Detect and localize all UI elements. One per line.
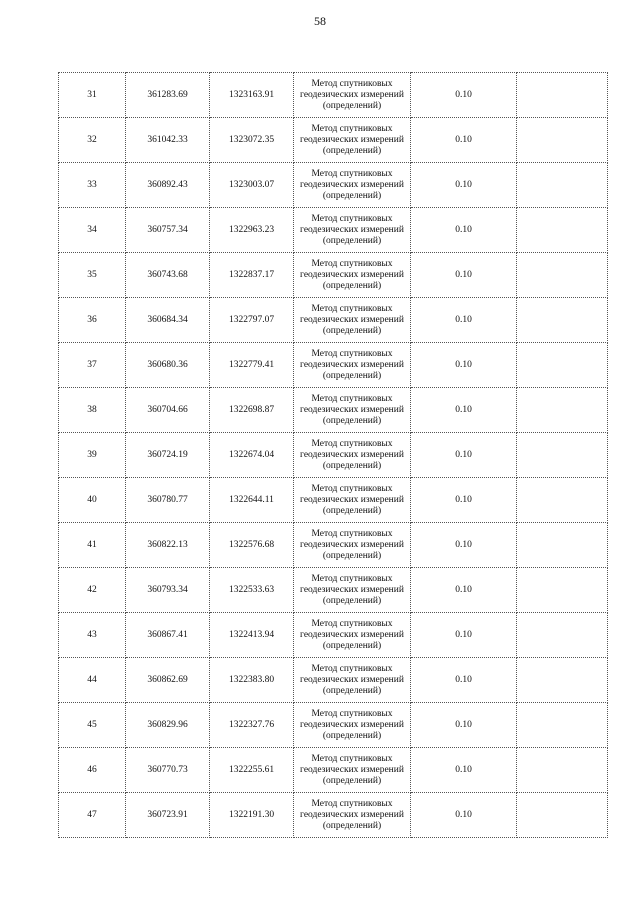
table-row — [59, 613, 608, 658]
method-line: геодезических измерений — [300, 629, 404, 640]
accuracy-cell: 0.10 — [411, 613, 517, 658]
point-number-cell: 40 — [59, 478, 126, 523]
method-cell — [294, 343, 411, 388]
point-number-cell: 41 — [59, 523, 126, 568]
y-coordinate-cell: 1322576.68 — [210, 523, 294, 568]
x-coordinate-cell: 360780.77 — [126, 478, 210, 523]
table-row — [59, 253, 608, 298]
method-line: геодезических измерений — [300, 449, 404, 460]
method-line: Метод спутниковых — [311, 618, 393, 629]
note-cell — [517, 388, 608, 433]
method-line: Метод спутниковых — [311, 213, 393, 224]
y-coordinate-cell: 1322191.30 — [210, 793, 294, 838]
note-cell — [517, 163, 608, 208]
method-line: Метод спутниковых — [311, 393, 393, 404]
point-number-cell: 45 — [59, 703, 126, 748]
note-cell — [517, 658, 608, 703]
method-line: Метод спутниковых — [311, 483, 393, 494]
method-cell — [294, 748, 411, 793]
point-number-cell: 34 — [59, 208, 126, 253]
accuracy-cell: 0.10 — [411, 748, 517, 793]
point-number-cell: 32 — [59, 118, 126, 163]
y-coordinate-cell: 1322963.23 — [210, 208, 294, 253]
method-line: (определений) — [322, 415, 382, 426]
table-row — [59, 748, 608, 793]
x-coordinate-cell: 360862.69 — [126, 658, 210, 703]
method-line: (определений) — [322, 820, 382, 831]
method-line: геодезических измерений — [300, 314, 404, 325]
method-line: Метод спутниковых — [311, 438, 393, 449]
method-line: (определений) — [322, 505, 382, 516]
note-cell — [517, 433, 608, 478]
method-line: (определений) — [322, 100, 382, 111]
accuracy-cell: 0.10 — [411, 658, 517, 703]
x-coordinate-cell: 360892.43 — [126, 163, 210, 208]
method-line: Метод спутниковых — [311, 78, 393, 89]
table-row — [59, 568, 608, 613]
accuracy-cell: 0.10 — [411, 163, 517, 208]
method-line: (определений) — [322, 730, 382, 741]
note-cell — [517, 523, 608, 568]
table-row — [59, 118, 608, 163]
method-line: геодезических измерений — [300, 809, 404, 820]
table-row — [59, 793, 608, 838]
accuracy-cell: 0.10 — [411, 73, 517, 118]
table-row — [59, 163, 608, 208]
method-line: (определений) — [322, 550, 382, 561]
table-row — [59, 73, 608, 118]
note-cell — [517, 118, 608, 163]
method-line: Метод спутниковых — [311, 348, 393, 359]
accuracy-cell: 0.10 — [411, 118, 517, 163]
note-cell — [517, 793, 608, 838]
table-row — [59, 208, 608, 253]
note-cell — [517, 703, 608, 748]
method-cell — [294, 298, 411, 343]
y-coordinate-cell: 1322698.87 — [210, 388, 294, 433]
method-line: геодезических измерений — [300, 404, 404, 415]
y-coordinate-cell: 1322837.17 — [210, 253, 294, 298]
x-coordinate-cell: 360704.66 — [126, 388, 210, 433]
point-number-cell: 36 — [59, 298, 126, 343]
note-cell — [517, 208, 608, 253]
method-line: геодезических измерений — [300, 539, 404, 550]
method-cell — [294, 523, 411, 568]
method-line: (определений) — [322, 685, 382, 696]
method-line: (определений) — [322, 595, 382, 606]
method-line: Метод спутниковых — [311, 573, 393, 584]
method-line: геодезических измерений — [300, 89, 404, 100]
method-cell — [294, 658, 411, 703]
method-line: (определений) — [322, 325, 382, 336]
accuracy-cell: 0.10 — [411, 343, 517, 388]
method-cell — [294, 613, 411, 658]
y-coordinate-cell: 1322383.80 — [210, 658, 294, 703]
method-cell — [294, 163, 411, 208]
table-row — [59, 703, 608, 748]
y-coordinate-cell: 1322644.11 — [210, 478, 294, 523]
note-cell — [517, 613, 608, 658]
point-number-cell: 38 — [59, 388, 126, 433]
method-cell — [294, 253, 411, 298]
accuracy-cell: 0.10 — [411, 433, 517, 478]
point-number-cell: 33 — [59, 163, 126, 208]
method-line: Метод спутниковых — [311, 528, 393, 539]
x-coordinate-cell: 360743.68 — [126, 253, 210, 298]
method-line: геодезических измерений — [300, 764, 404, 775]
method-line: Метод спутниковых — [311, 168, 393, 179]
method-line: (определений) — [322, 460, 382, 471]
method-cell — [294, 118, 411, 163]
table-body — [59, 73, 608, 838]
point-number-cell: 47 — [59, 793, 126, 838]
x-coordinate-cell: 360680.36 — [126, 343, 210, 388]
y-coordinate-cell: 1323163.91 — [210, 73, 294, 118]
y-coordinate-cell: 1322797.07 — [210, 298, 294, 343]
x-coordinate-cell: 360829.96 — [126, 703, 210, 748]
method-line: Метод спутниковых — [311, 258, 393, 269]
coordinates-table — [58, 72, 608, 838]
accuracy-cell: 0.10 — [411, 388, 517, 433]
method-line: (определений) — [322, 370, 382, 381]
y-coordinate-cell: 1322327.76 — [210, 703, 294, 748]
method-line: (определений) — [322, 190, 382, 201]
method-line: Метод спутниковых — [311, 708, 393, 719]
note-cell — [517, 343, 608, 388]
accuracy-cell: 0.10 — [411, 298, 517, 343]
note-cell — [517, 568, 608, 613]
table-row — [59, 343, 608, 388]
method-line: геодезических измерений — [300, 134, 404, 145]
y-coordinate-cell: 1323072.35 — [210, 118, 294, 163]
method-cell — [294, 388, 411, 433]
method-line: (определений) — [322, 775, 382, 786]
table-row — [59, 433, 608, 478]
point-number-cell: 46 — [59, 748, 126, 793]
method-line: Метод спутниковых — [311, 123, 393, 134]
accuracy-cell: 0.10 — [411, 478, 517, 523]
method-line: Метод спутниковых — [311, 798, 393, 809]
accuracy-cell: 0.10 — [411, 793, 517, 838]
table-row — [59, 298, 608, 343]
table-row — [59, 523, 608, 568]
x-coordinate-cell: 360822.13 — [126, 523, 210, 568]
method-line: Метод спутниковых — [311, 303, 393, 314]
x-coordinate-cell: 361283.69 — [126, 73, 210, 118]
note-cell — [517, 748, 608, 793]
method-line: Метод спутниковых — [311, 663, 393, 674]
method-line: геодезических измерений — [300, 494, 404, 505]
point-number-cell: 44 — [59, 658, 126, 703]
x-coordinate-cell: 360757.34 — [126, 208, 210, 253]
x-coordinate-cell: 360793.34 — [126, 568, 210, 613]
point-number-cell: 31 — [59, 73, 126, 118]
method-line: геодезических измерений — [300, 719, 404, 730]
x-coordinate-cell: 360867.41 — [126, 613, 210, 658]
accuracy-cell: 0.10 — [411, 703, 517, 748]
page-number: 58 — [314, 14, 326, 28]
accuracy-cell: 0.10 — [411, 568, 517, 613]
accuracy-cell: 0.10 — [411, 208, 517, 253]
method-line: геодезических измерений — [300, 674, 404, 685]
accuracy-cell: 0.10 — [411, 253, 517, 298]
point-number-cell: 39 — [59, 433, 126, 478]
point-number-cell: 43 — [59, 613, 126, 658]
x-coordinate-cell: 360724.19 — [126, 433, 210, 478]
x-coordinate-cell: 360770.73 — [126, 748, 210, 793]
accuracy-cell: 0.10 — [411, 523, 517, 568]
table-row — [59, 478, 608, 523]
y-coordinate-cell: 1322533.63 — [210, 568, 294, 613]
y-coordinate-cell: 1322779.41 — [210, 343, 294, 388]
method-line: геодезических измерений — [300, 584, 404, 595]
method-cell — [294, 208, 411, 253]
method-cell — [294, 568, 411, 613]
method-line: геодезических измерений — [300, 224, 404, 235]
table-row — [59, 658, 608, 703]
y-coordinate-cell: 1322674.04 — [210, 433, 294, 478]
note-cell — [517, 73, 608, 118]
method-line: Метод спутниковых — [311, 753, 393, 764]
method-line: (определений) — [322, 280, 382, 291]
point-number-cell: 35 — [59, 253, 126, 298]
method-line: (определений) — [322, 235, 382, 246]
method-cell — [294, 703, 411, 748]
method-cell — [294, 73, 411, 118]
note-cell — [517, 253, 608, 298]
method-cell — [294, 793, 411, 838]
method-cell — [294, 478, 411, 523]
method-line: (определений) — [322, 145, 382, 156]
x-coordinate-cell: 360684.34 — [126, 298, 210, 343]
note-cell — [517, 478, 608, 523]
method-cell — [294, 433, 411, 478]
method-line: геодезических измерений — [300, 269, 404, 280]
note-cell — [517, 298, 608, 343]
method-line: геодезических измерений — [300, 359, 404, 370]
method-line: (определений) — [322, 640, 382, 651]
table-row — [59, 388, 608, 433]
y-coordinate-cell: 1323003.07 — [210, 163, 294, 208]
x-coordinate-cell: 361042.33 — [126, 118, 210, 163]
method-line: геодезических измерений — [300, 179, 404, 190]
y-coordinate-cell: 1322255.61 — [210, 748, 294, 793]
x-coordinate-cell: 360723.91 — [126, 793, 210, 838]
point-number-cell: 37 — [59, 343, 126, 388]
y-coordinate-cell: 1322413.94 — [210, 613, 294, 658]
point-number-cell: 42 — [59, 568, 126, 613]
